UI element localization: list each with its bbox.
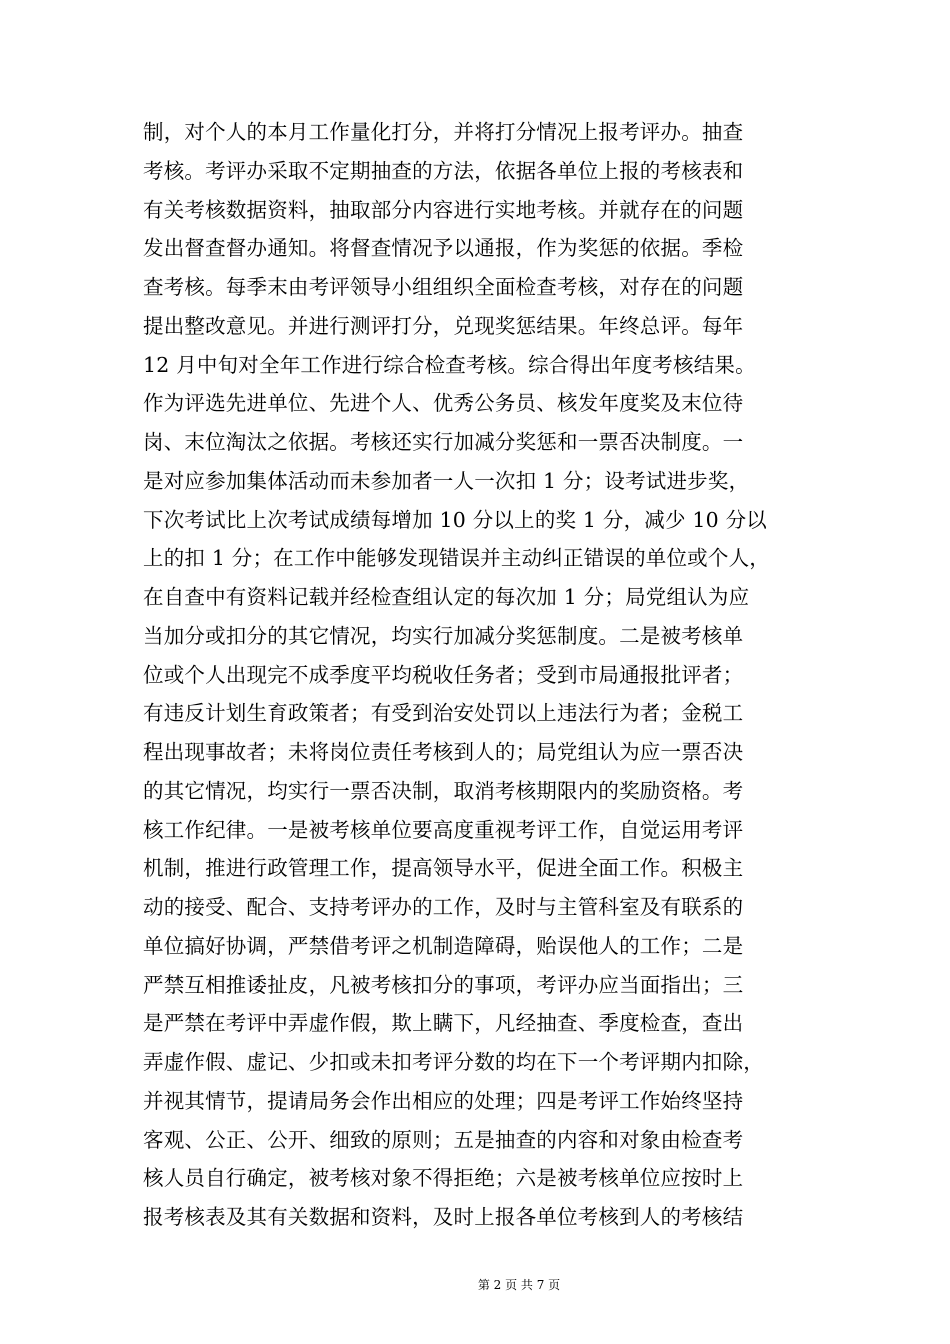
text-line-16: 有违反计划生育政策者；有受到治安处罚以上违法行为者；金税工 [143,701,744,726]
text-line-17: 程出现事故者；未将岗位责任考核到人的；局党组认为应一票否决 [143,740,744,764]
body-text [143,113,813,1237]
text-line-24: 是严禁在考评中弄虚作假，欺上瞒下，凡经抽查、季度检查，查出 [143,1011,744,1036]
text-line-27: 客观、公正、公开、细致的原则；五是抽查的内容和对象由检查考 [143,1127,744,1152]
text-line-11: 下次考试比上次考试成绩每增加 10 分以上的奖 1 分，减少 10 分以 [143,507,768,532]
text-line-26: 并视其情节，提请局务会作出相应的处理；四是考评工作始终坚持 [143,1088,744,1113]
text-line-7: 12 月中旬对全年工作进行综合检查考核。综合得出年度考核结果。 [143,352,756,377]
text-line-22: 单位搞好协调，严禁借考评之机制造障碍，贻误他人的工作；二是 [143,933,744,958]
text-line-9: 岗、末位淘汰之依据。考核还实行加减分奖惩和一票否决制度。一 [143,430,744,454]
text-line-5: 查考核。每季末由考评领导小组组织全面检查考核，对存在的问题 [143,275,744,299]
text-line-23: 严禁互相推诿扯皮，凡被考核扣分的事项，考评办应当面指出；三 [143,972,744,997]
page-footer [0,1275,950,1295]
text-line-6: 提出整改意见。并进行测评打分，兑现奖惩结果。年终总评。每年 [143,313,744,338]
text-line-1: 制，对个人的本月工作量化打分，并将打分情况上报考评办。抽查 [143,120,744,144]
text-line-2: 考核。考评办采取不定期抽查的方法，依据各单位上报的考核表和 [143,158,744,183]
text-line-19: 核工作纪律。一是被考核单位要高度重视考评工作，自觉运用考评 [143,817,744,842]
text-line-15: 位或个人出现完不成季度平均税收任务者；受到市局通报批评者； [143,662,744,687]
text-line-4: 发出督查督办通知。将督查情况予以通报，作为奖惩的依据。季检 [143,236,744,261]
text-line-20: 机制，推进行政管理工作，提高领导水平，促进全面工作。积极主 [143,856,744,881]
text-line-8: 作为评选先进单位、先进个人、优秀公务员、核发年度奖及末位待 [143,391,744,416]
page-number: 第 2 页 共 7 页 [477,1278,561,1292]
text-line-3: 有关考核数据资料，抽取部分内容进行实地考核。并就存在的问题 [143,197,744,222]
text-line-18: 的其它情况，均实行一票否决制，取消考核期限内的奖励资格。考 [143,778,744,803]
text-line-21: 动的接受、配合、支持考评办的工作，及时与主管科室及有联系的 [143,895,744,919]
text-line-28: 核人员自行确定，被考核对象不得拒绝；六是被考核单位应按时上 [143,1166,744,1191]
text-line-13: 在自查中有资料记载并经检查组认定的每次加 1 分；局党组认为应 [143,585,750,609]
text-line-29: 报考核表及其有关数据和资料，及时上报各单位考核到人的考核结 [143,1205,744,1229]
text-line-14: 当加分或扣分的其它情况，均实行加减分奖惩制度。二是被考核单 [143,623,744,648]
text-line-25: 弄虚作假、虚记、少扣或未扣考评分数的均在下一个考评期内扣除， [143,1050,764,1074]
text-line-12: 上的扣 1 分；在工作中能够发现错误并主动纠正错误的单位或个人， [143,546,770,571]
text-line-10: 是对应参加集体活动而未参加者一人一次扣 1 分；设考试进步奖， [143,468,750,493]
